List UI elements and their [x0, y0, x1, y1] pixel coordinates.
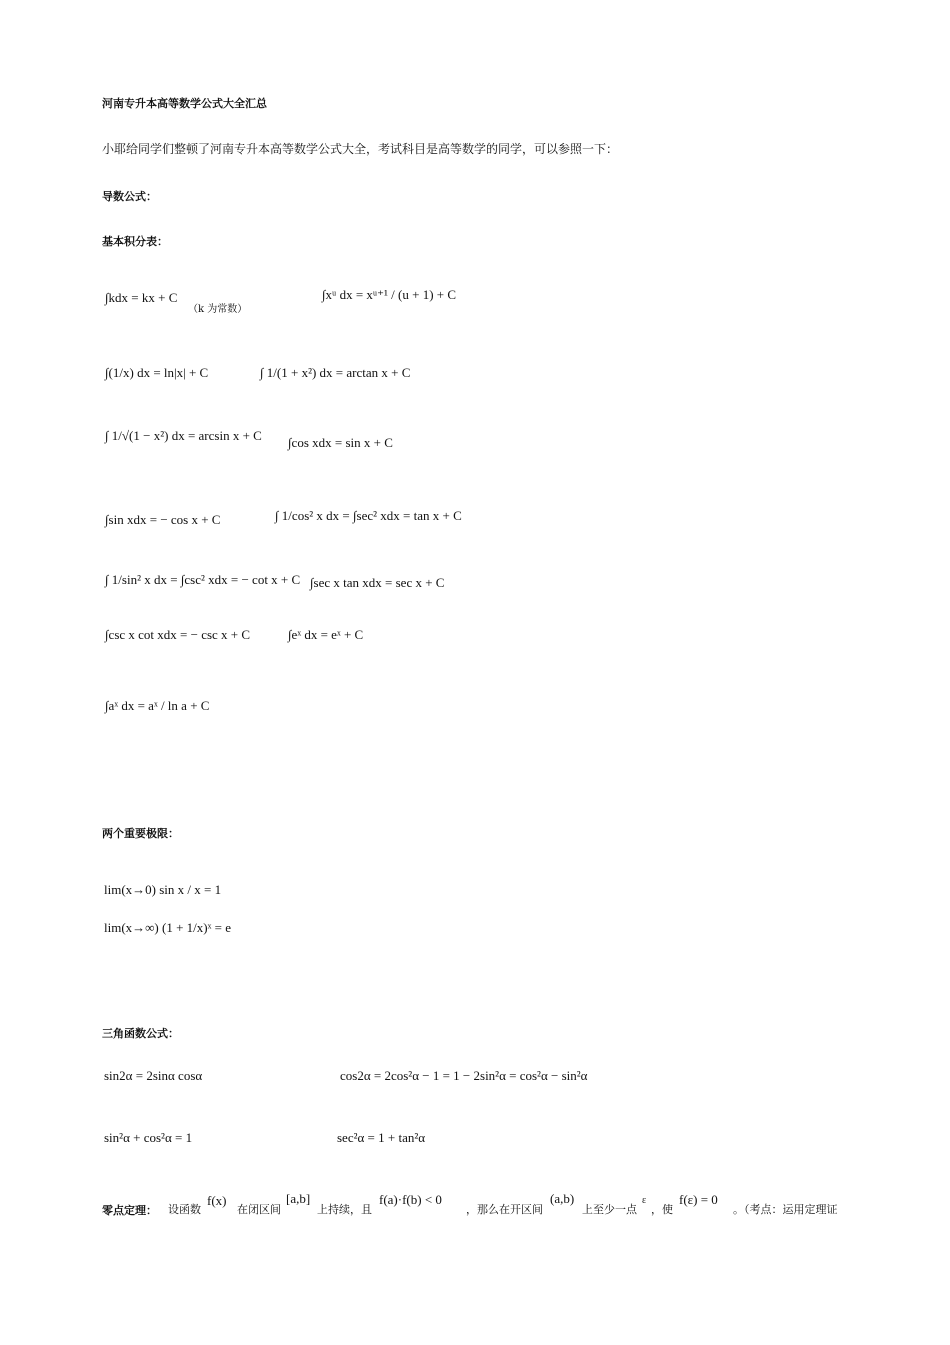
formula-integral-sec-squared: ∫ 1/cos² x dx = ∫sec² xdx = tan x + C: [275, 508, 462, 523]
formula-integral-sin: ∫sin xdx = − cos x + C: [105, 512, 221, 527]
formula-integral-sec-tan: ∫sec x tan xdx = sec x + C: [310, 575, 445, 590]
formula-trig-sec-tan: sec²α = 1 + tan²α: [337, 1130, 426, 1145]
zero-point-text-e: 上至少一点: [582, 1203, 637, 1216]
formula-integral-csc-cot: ∫csc x cot xdx = − csc x + C: [105, 627, 251, 642]
formula-integral-constant: ∫kdx = kx + C: [105, 290, 178, 305]
zero-point-condition: f(a)·f(b) < 0: [379, 1192, 442, 1207]
formula-limit-sin: lim(x→0) sin x / x = 1: [104, 882, 222, 897]
formula-trig-cos-double: cos2α = 2cos²α − 1 = 1 − 2sin²α = cos²α − sin²α: [340, 1068, 588, 1083]
formula-integral-a-power: ∫aˣ dx = aˣ / ln a + C: [105, 698, 210, 713]
zero-point-text-d: ，那么在开区间: [466, 1203, 543, 1216]
formula-integral-exp: ∫eˣ dx = eˣ + C: [288, 627, 364, 642]
limits-heading: 两个重要极限：: [102, 827, 179, 840]
formula-integral-arctan: ∫ 1/(1 + x²) dx = arctan x + C: [260, 365, 411, 380]
formula-trig-sin-double: sin2α = 2sinα cosα: [104, 1068, 203, 1083]
zero-point-text-a: 设函数: [168, 1203, 201, 1216]
integral-heading: 基本积分表：: [102, 235, 168, 248]
intro-paragraph: 小耶给同学们整顿了河南专升本高等数学公式大全，考试科目是高等数学的同学，可以参照一下：: [102, 142, 619, 156]
trig-heading: 三角函数公式：: [102, 1027, 179, 1040]
formula-integral-csc-squared: ∫ 1/sin² x dx = ∫csc² xdx = − cot x + C: [105, 572, 301, 587]
formula-integral-cos: ∫cos xdx = sin x + C: [288, 435, 393, 450]
zero-point-open-interval: (a,b): [550, 1191, 575, 1206]
formula-trig-pythagorean: sin²α + cos²α = 1: [104, 1130, 193, 1145]
page-title: 河南专升本高等数学公式大全汇总: [102, 97, 267, 110]
zero-point-closed-interval: [a,b]: [286, 1191, 311, 1206]
formula-integral-arcsin: ∫ 1/√(1 − x²) dx = arcsin x + C: [105, 428, 262, 443]
zero-point-text-g: ，使: [651, 1203, 673, 1216]
zero-point-fx: f(x): [207, 1193, 227, 1208]
zero-point-xi: ε: [642, 1195, 647, 1206]
formula-integral-reciprocal: ∫(1/x) dx = ln|x| + C: [105, 365, 209, 380]
formula-integral-constant-note: （k 为常数）: [188, 304, 248, 315]
zero-point-text-b: 在闭区间: [237, 1203, 281, 1216]
formula-limit-e: lim(x→∞) (1 + 1/x)ˣ = e: [104, 920, 231, 935]
formula-integral-power: ∫xᵘ dx = xᵘ⁺¹ / (u + 1) + C: [322, 287, 457, 302]
zero-point-heading: 零点定理：: [102, 1204, 157, 1217]
zero-point-text-c: 上持续，且: [317, 1203, 372, 1216]
zero-point-equation: f(ε) = 0: [679, 1192, 718, 1207]
derivative-heading: 导数公式：: [102, 190, 157, 203]
zero-point-text-h: 。（考点：运用定理证: [733, 1203, 838, 1216]
